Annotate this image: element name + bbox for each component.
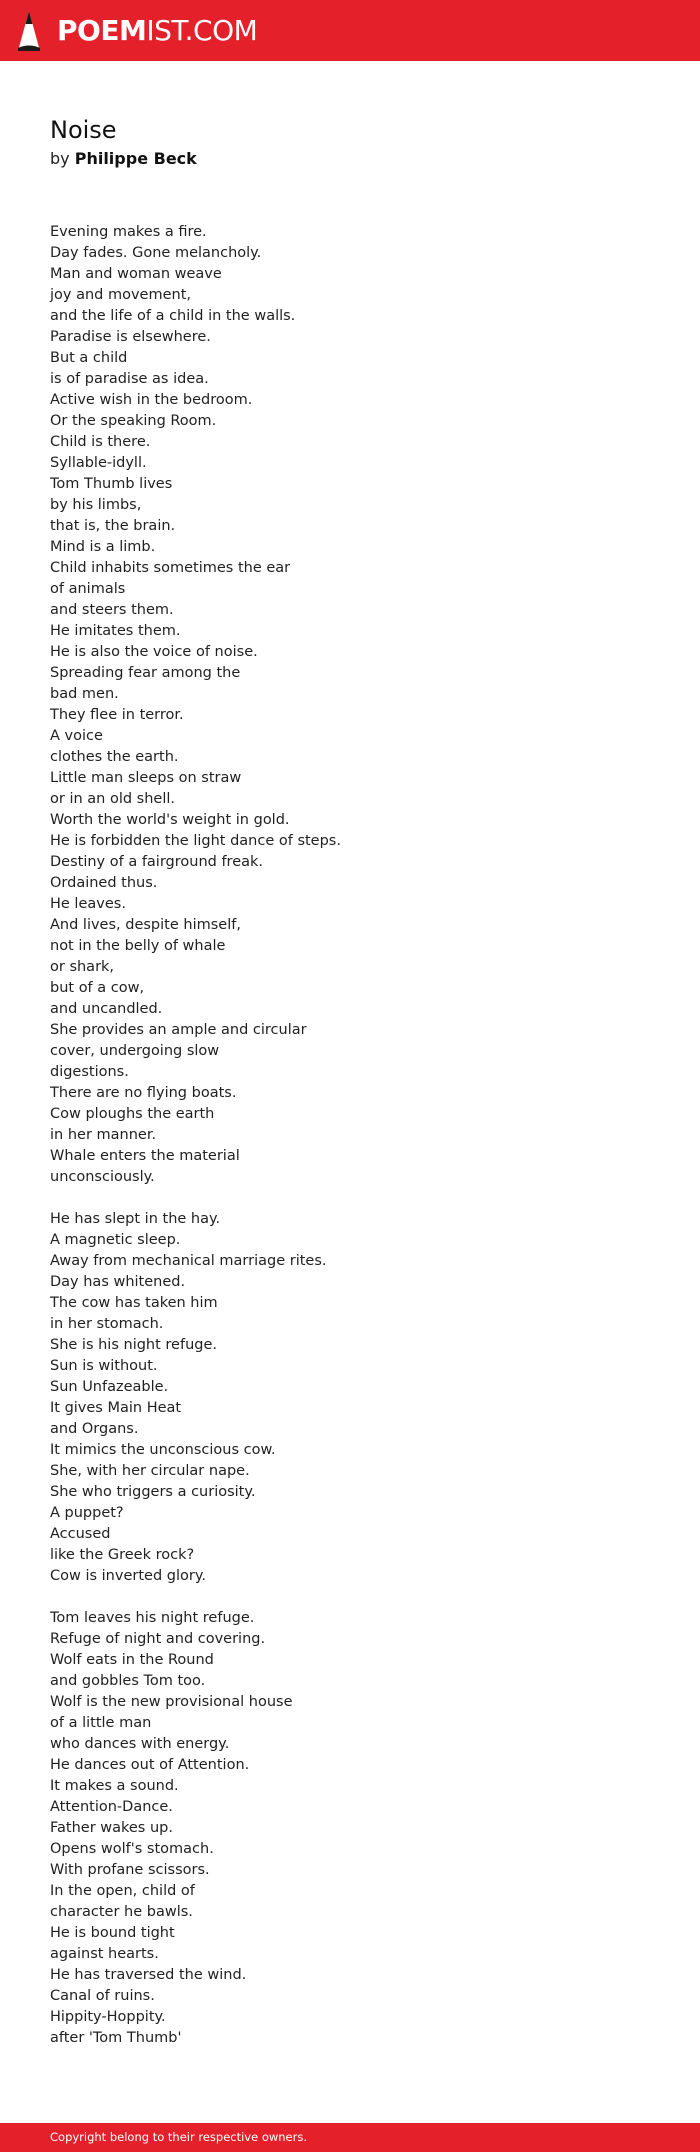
poem-line: She who triggers a curiosity. bbox=[50, 1484, 256, 1500]
poem-line: Tom leaves his night refuge. bbox=[50, 1610, 255, 1626]
author-link[interactable]: Philippe Beck bbox=[74, 149, 197, 168]
logo-text-bold: POEM bbox=[57, 14, 147, 47]
poem-title: Noise bbox=[50, 116, 117, 144]
site-logo[interactable] bbox=[17, 10, 257, 52]
poem-byline bbox=[50, 148, 650, 170]
poem-line: He has traversed the wind. bbox=[50, 1967, 247, 1983]
poem-line: Whale enters the material bbox=[50, 1148, 240, 1164]
poem-line: clothes the earth. bbox=[50, 749, 179, 765]
poem-line: Cow ploughs the earth bbox=[50, 1106, 215, 1122]
poem-line: Wolf eats in the Round bbox=[50, 1652, 214, 1668]
poem-stanza bbox=[50, 1209, 650, 1587]
poem-body bbox=[50, 222, 650, 2049]
copyright-text: Copyright belong to their respective owners. bbox=[50, 2130, 308, 2144]
poem-line: Little man sleeps on straw bbox=[50, 770, 242, 786]
poem-line: and the life of a child in the walls. bbox=[50, 308, 296, 324]
poem-line: Tom Thumb lives bbox=[50, 476, 173, 492]
poem-line: Active wish in the bedroom. bbox=[50, 392, 253, 408]
logo-text-light: IST.COM bbox=[146, 14, 258, 47]
poem-line: Father wakes up. bbox=[50, 1820, 173, 1836]
poem-line: Canal of ruins. bbox=[50, 1988, 155, 2004]
poem-line: unconsciously. bbox=[50, 1169, 155, 1185]
poem-line: character he bawls. bbox=[50, 1904, 193, 1920]
poem-line: and steers them. bbox=[50, 602, 174, 618]
poem-line: He is also the voice of noise. bbox=[50, 644, 258, 660]
poem-line: like the Greek rock? bbox=[50, 1547, 195, 1563]
poem-line: Child is there. bbox=[50, 434, 151, 450]
poem-line: He dances out of Attention. bbox=[50, 1757, 250, 1773]
poem-line: joy and movement, bbox=[50, 287, 192, 303]
poem-line: It gives Main Heat bbox=[50, 1400, 182, 1416]
poem-line: Attention-Dance. bbox=[50, 1799, 173, 1815]
poem-line: Hippity-Hoppity. bbox=[50, 2009, 166, 2025]
poem-line: Paradise is elsewhere. bbox=[50, 329, 211, 345]
poem-line: against hearts. bbox=[50, 1946, 159, 1962]
poem-line: In the open, child of bbox=[50, 1883, 195, 1899]
poem-line: With profane scissors. bbox=[50, 1862, 210, 1878]
poem-line: Mind is a limb. bbox=[50, 539, 156, 555]
poem-line: not in the belly of whale bbox=[50, 938, 226, 954]
poem-line: He imitates them. bbox=[50, 623, 181, 639]
poem-line: is of paradise as idea. bbox=[50, 371, 209, 387]
poem-line: He has slept in the hay. bbox=[50, 1211, 221, 1227]
poem-line: He is bound tight bbox=[50, 1925, 175, 1941]
poem-line: bad men. bbox=[50, 686, 119, 702]
poem-line: that is, the brain. bbox=[50, 518, 176, 534]
poem-line: Day has whitened. bbox=[50, 1274, 186, 1290]
poem-line: Opens wolf's stomach. bbox=[50, 1841, 214, 1857]
poem-line: and Organs. bbox=[50, 1421, 139, 1437]
logo-text bbox=[57, 10, 257, 52]
poem-line: She is his night refuge. bbox=[50, 1337, 217, 1353]
poem-line: Wolf is the new provisional house bbox=[50, 1694, 293, 1710]
poem-line: Worth the world's weight in gold. bbox=[50, 812, 290, 828]
poem-line: A puppet? bbox=[50, 1505, 124, 1521]
poem-content bbox=[50, 112, 650, 2049]
poem-line: or shark, bbox=[50, 959, 115, 975]
poem-line: They flee in terror. bbox=[50, 707, 184, 723]
poem-line: She provides an ample and circular bbox=[50, 1022, 307, 1038]
poem-line: It makes a sound. bbox=[50, 1778, 179, 1794]
poem-line: in her stomach. bbox=[50, 1316, 164, 1332]
poem-line: digestions. bbox=[50, 1064, 129, 1080]
site-header bbox=[0, 0, 700, 61]
poem-stanza bbox=[50, 1608, 650, 2049]
poem-line: but of a cow, bbox=[50, 980, 145, 996]
poem-line: Or the speaking Room. bbox=[50, 413, 217, 429]
site-footer bbox=[0, 2123, 700, 2152]
poem-line: And lives, despite himself, bbox=[50, 917, 241, 933]
poem-line: Syllable-idyll. bbox=[50, 455, 147, 471]
poem-line: after 'Tom Thumb' bbox=[50, 2030, 182, 2046]
poem-line: Sun Unfazeable. bbox=[50, 1379, 169, 1395]
byline-prefix: by bbox=[50, 149, 70, 168]
poem-line: of a little man bbox=[50, 1715, 152, 1731]
poem-line: by his limbs, bbox=[50, 497, 142, 513]
poem-line: A magnetic sleep. bbox=[50, 1232, 181, 1248]
poem-line: Accused bbox=[50, 1526, 111, 1542]
poem-line: Destiny of a fairground freak. bbox=[50, 854, 264, 870]
poem-stanza bbox=[50, 222, 650, 1188]
pencil-tip-icon bbox=[17, 10, 41, 52]
poem-line: The cow has taken him bbox=[50, 1295, 218, 1311]
poem-line: It mimics the unconscious cow. bbox=[50, 1442, 276, 1458]
poem-line: Man and woman weave bbox=[50, 266, 222, 282]
poem-line: Evening makes a fire. bbox=[50, 224, 207, 240]
poem-line: Ordained thus. bbox=[50, 875, 158, 891]
poem-line: Cow is inverted glory. bbox=[50, 1568, 206, 1584]
poem-line: Refuge of night and covering. bbox=[50, 1631, 266, 1647]
poem-line: and uncandled. bbox=[50, 1001, 163, 1017]
poem-line: and gobbles Tom too. bbox=[50, 1673, 206, 1689]
poem-line: Spreading fear among the bbox=[50, 665, 241, 681]
poem-line: Sun is without. bbox=[50, 1358, 158, 1374]
poem-line: who dances with energy. bbox=[50, 1736, 230, 1752]
poem-line: He is forbidden the light dance of steps. bbox=[50, 833, 341, 849]
poem-line: A voice bbox=[50, 728, 103, 744]
poem-line: of animals bbox=[50, 581, 126, 597]
poem-line: in her manner. bbox=[50, 1127, 157, 1143]
poem-line: But a child bbox=[50, 350, 128, 366]
poem-line: Away from mechanical marriage rites. bbox=[50, 1253, 327, 1269]
poem-line: cover, undergoing slow bbox=[50, 1043, 220, 1059]
poem-line: or in an old shell. bbox=[50, 791, 175, 807]
poem-line: Child inhabits sometimes the ear bbox=[50, 560, 291, 576]
poem-line: He leaves. bbox=[50, 896, 126, 912]
poem-line: There are no flying boats. bbox=[50, 1085, 237, 1101]
poem-line: Day fades. Gone melancholy. bbox=[50, 245, 262, 261]
poem-line: She, with her circular nape. bbox=[50, 1463, 250, 1479]
